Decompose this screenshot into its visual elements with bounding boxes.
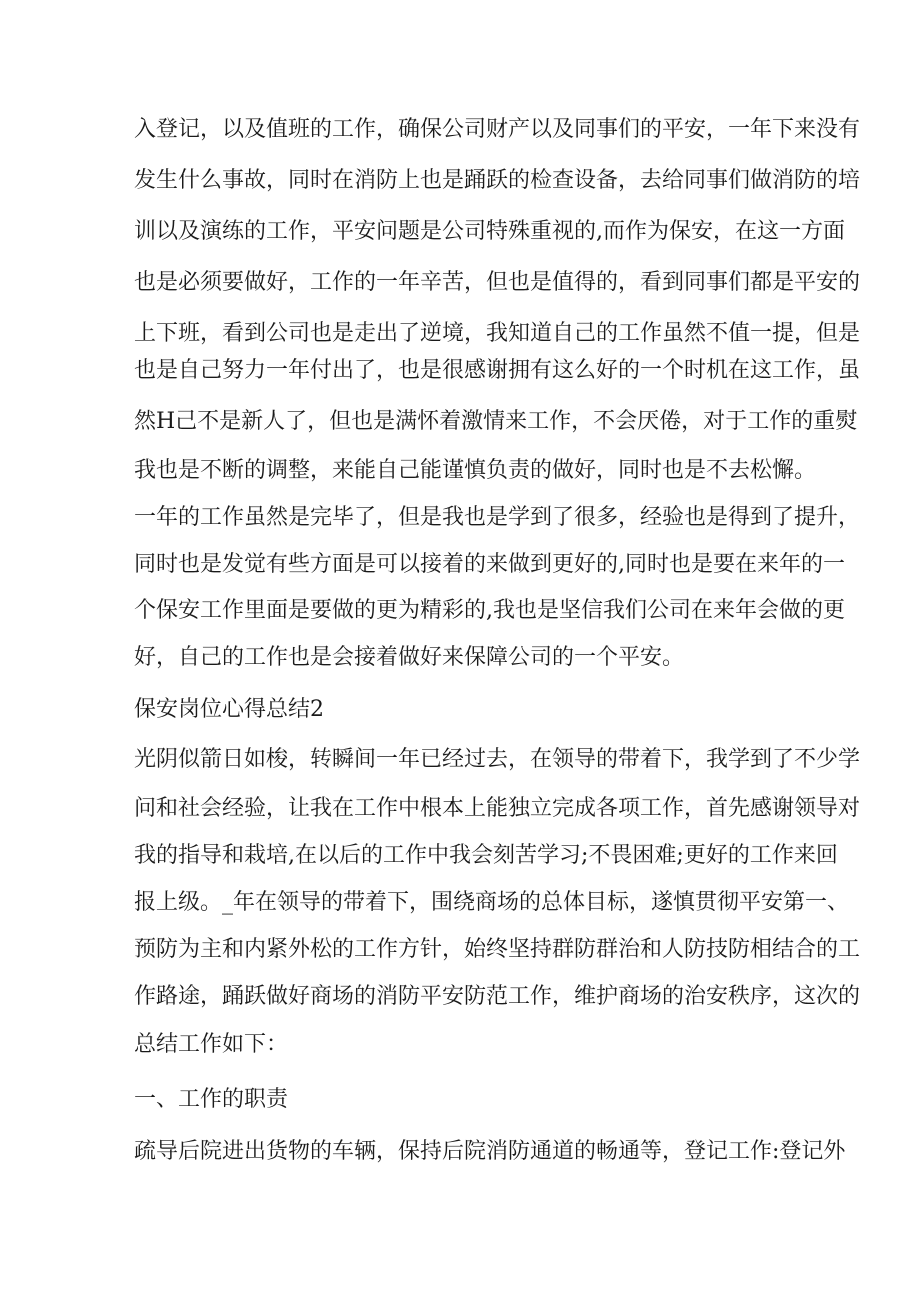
text-line: 也是必须要做好，工作的一年辛苦，但也是值得的，看到同事们都是平安的 xyxy=(134,270,861,295)
text-line: 上下班，看到公司也是走出了逆境，我知道自己的工作虽然不值一提，但是 xyxy=(134,321,861,346)
text-line: 我也是不断的调整，来能自己能谨慎负责的做好，同时也是不去松懈。 xyxy=(134,458,817,483)
text-line: 总结工作如下： xyxy=(134,1032,289,1057)
text-line: 一年的工作虽然是完毕了，但是我也是学到了很多，经验也是得到了提升， xyxy=(134,505,861,530)
text-line: 光阴似箭日如梭，转瞬间一年已经过去，在领导的带着下，我学到了不少学 xyxy=(134,747,861,772)
text-line: 预防为主和内紧外松的工作方针，始终坚持群防群治和人防技防相结合的工 xyxy=(134,937,861,962)
section-heading: 一、工作的职责 xyxy=(134,1087,289,1112)
text-line: 报上级。_年在领导的带着下，围绕商场的总体目标，遂慎贯彻平安第一、 xyxy=(134,890,850,915)
text-line: 问和社会经验，让我在工作中根本上能独立完成各项工作，首先感谢领导对 xyxy=(134,796,861,821)
text-line: 发生什么事故，同时在消防上也是踊跃的检查设备，去给同事们做消防的培 xyxy=(134,168,861,193)
text-line: 入登记，以及值班的工作，确保公司财产以及同事们的平安，一年下来没有 xyxy=(134,117,861,142)
text-line: 同时也是发觉有些方面是可以接着的来做到更好的,同时也是要在来年的一 xyxy=(134,552,845,577)
text-line: 作路途，踊跃做好商场的消防平安防范工作，维护商场的治安秩序，这次的 xyxy=(134,984,861,1009)
text-line: 个保安工作里面是要做的更为精彩的,我也是坚信我们公司在来年会做的更 xyxy=(134,598,845,623)
text-line: 疏导后院进出货物的车辆，保持后院消防通道的畅通等，登记工作:登记外 xyxy=(134,1139,846,1164)
text-line: 也是自己努力一年付出了，也是很感谢拥有这么好的一个时机在这工作，虽 xyxy=(134,358,861,383)
section-heading: 保安岗位心得总结2 xyxy=(134,697,324,722)
text-line: 然H己不是新人了，但也是满怀着激情来工作，不会厌倦，对于工作的重熨 xyxy=(134,409,858,434)
text-line: 好，自己的工作也是会接着做好来保障公司的一个平安。 xyxy=(134,645,685,670)
text-line: 我的指导和栽培,在以后的工作中我会刻苦学习;不畏困难;更好的工作来回 xyxy=(134,843,838,868)
text-line: 训以及演练的工作，平安问题是公司特殊重视的,而作为保安，在这一方面 xyxy=(134,219,845,244)
